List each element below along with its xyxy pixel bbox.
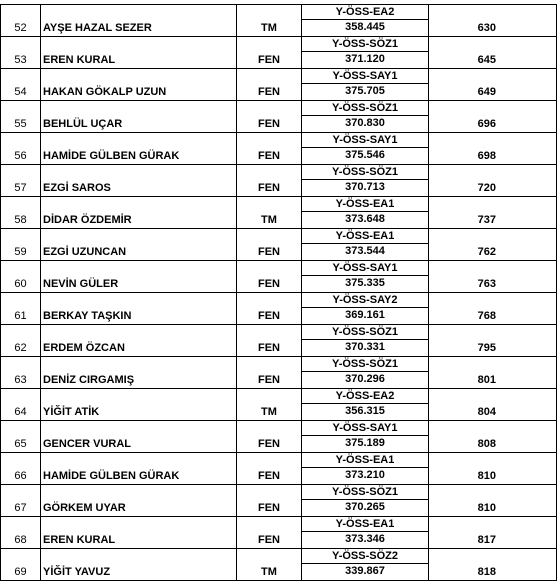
table-row: [1, 485, 557, 517]
row-number: 57: [1, 165, 41, 197]
table-row: [1, 165, 557, 197]
department: FEN: [237, 133, 302, 165]
score-value: 370.296: [345, 373, 385, 385]
row-number: 54: [1, 69, 41, 101]
table-row: [1, 101, 557, 133]
department: TM: [237, 5, 302, 37]
score-type: Y-ÖSS-SÖZ1: [302, 357, 428, 372]
score-type: Y-ÖSS-SÖZ2: [302, 549, 428, 564]
row-number: 56: [1, 133, 41, 165]
score-type: Y-ÖSS-EA2: [302, 389, 428, 404]
score-type: Y-ÖSS-EA1: [302, 229, 428, 244]
score-value: 369.161: [345, 309, 385, 321]
score-cell: [302, 37, 429, 69]
department: TM: [237, 389, 302, 421]
student-name: EZGİ SAROS: [41, 165, 237, 197]
table-row: [1, 197, 557, 229]
rank: 810: [429, 485, 557, 517]
rank: 808: [429, 421, 557, 453]
score-type: Y-ÖSS-SAY1: [302, 69, 428, 84]
department: FEN: [237, 69, 302, 101]
score-type: Y-ÖSS-SAY1: [302, 421, 428, 436]
score-value: 373.346: [345, 533, 385, 545]
row-number: 65: [1, 421, 41, 453]
student-name: GÖRKEM UYAR: [41, 485, 237, 517]
score-cell: [302, 293, 429, 325]
department: FEN: [237, 293, 302, 325]
score-type: Y-ÖSS-SAY1: [302, 261, 428, 276]
results-body: [1, 5, 557, 581]
department: TM: [237, 549, 302, 581]
student-name: BEHLÜL UÇAR: [41, 101, 237, 133]
rank: 645: [429, 37, 557, 69]
student-name: HAMİDE GÜLBEN GÜRAK: [41, 133, 237, 165]
results-table: [0, 4, 557, 581]
score-type: Y-ÖSS-EA1: [302, 453, 428, 468]
table-row: [1, 517, 557, 549]
student-name: EZGİ UZUNCAN: [41, 229, 237, 261]
row-number: 66: [1, 453, 41, 485]
rank: 804: [429, 389, 557, 421]
student-name: DİDAR ÖZDEMİR: [41, 197, 237, 229]
score-type: Y-ÖSS-SÖZ1: [302, 101, 428, 116]
row-number: 62: [1, 325, 41, 357]
student-name: EREN KURAL: [41, 37, 237, 69]
student-name: HAMİDE GÜLBEN GÜRAK: [41, 453, 237, 485]
table-row: [1, 453, 557, 485]
rank: 630: [429, 5, 557, 37]
student-name: BERKAY TAŞKIN: [41, 293, 237, 325]
score-cell: [302, 5, 429, 37]
row-number: 64: [1, 389, 41, 421]
score-cell: [302, 549, 429, 581]
rank: 720: [429, 165, 557, 197]
department: FEN: [237, 421, 302, 453]
rank: 762: [429, 229, 557, 261]
department: FEN: [237, 325, 302, 357]
table-row: [1, 69, 557, 101]
score-value: 356.315: [345, 405, 385, 417]
row-number: 63: [1, 357, 41, 389]
rank: 795: [429, 325, 557, 357]
row-number: 69: [1, 549, 41, 581]
student-name: YİĞİT ATİK: [41, 389, 237, 421]
score-value: 375.546: [345, 149, 385, 161]
score-value: 375.189: [345, 437, 385, 449]
department: FEN: [237, 229, 302, 261]
score-type: Y-ÖSS-SÖZ1: [302, 165, 428, 180]
rank: 649: [429, 69, 557, 101]
score-cell: [302, 421, 429, 453]
score-value: 370.713: [345, 181, 385, 193]
student-name: YİĞİT YAVUZ: [41, 549, 237, 581]
score-value: 373.544: [345, 245, 385, 257]
score-value: 375.335: [345, 277, 385, 289]
score-value: 358.445: [345, 21, 385, 33]
score-value: 373.210: [345, 469, 385, 481]
score-value: 370.265: [345, 501, 385, 513]
score-cell: [302, 197, 429, 229]
student-name: AYŞE HAZAL SEZER: [41, 5, 237, 37]
student-name: HAKAN GÖKALP UZUN: [41, 69, 237, 101]
score-type: Y-ÖSS-SÖZ1: [302, 325, 428, 340]
rank: 698: [429, 133, 557, 165]
score-type: Y-ÖSS-EA1: [302, 517, 428, 532]
department: FEN: [237, 517, 302, 549]
row-number: 61: [1, 293, 41, 325]
rank: 818: [429, 549, 557, 581]
student-name: DENİZ CIRGAMIŞ: [41, 357, 237, 389]
row-number: 59: [1, 229, 41, 261]
table-row: [1, 421, 557, 453]
score-cell: [302, 133, 429, 165]
score-cell: [302, 165, 429, 197]
score-value: 339.867: [345, 565, 385, 577]
student-name: ERDEM ÖZCAN: [41, 325, 237, 357]
rank: 763: [429, 261, 557, 293]
student-name: EREN KURAL: [41, 517, 237, 549]
score-value: 370.830: [345, 117, 385, 129]
score-type: Y-ÖSS-EA1: [302, 197, 428, 212]
department: FEN: [237, 453, 302, 485]
table-row: [1, 357, 557, 389]
score-value: 375.705: [345, 85, 385, 97]
row-number: 53: [1, 37, 41, 69]
department: FEN: [237, 101, 302, 133]
table-row: [1, 133, 557, 165]
table-row: [1, 325, 557, 357]
student-name: NEVİN GÜLER: [41, 261, 237, 293]
rank: 768: [429, 293, 557, 325]
row-number: 60: [1, 261, 41, 293]
student-name: GENCER VURAL: [41, 421, 237, 453]
score-type: Y-ÖSS-SAY1: [302, 133, 428, 148]
score-value: 373.648: [345, 213, 385, 225]
score-cell: [302, 261, 429, 293]
department: TM: [237, 197, 302, 229]
department: FEN: [237, 485, 302, 517]
score-cell: [302, 485, 429, 517]
table-row: [1, 229, 557, 261]
table-row: [1, 389, 557, 421]
department: FEN: [237, 357, 302, 389]
row-number: 58: [1, 197, 41, 229]
rank: 817: [429, 517, 557, 549]
score-cell: [302, 517, 429, 549]
table-row: [1, 549, 557, 581]
table-row: [1, 5, 557, 37]
rank: 810: [429, 453, 557, 485]
score-type: Y-ÖSS-SAY2: [302, 293, 428, 308]
row-number: 55: [1, 101, 41, 133]
score-cell: [302, 453, 429, 485]
score-cell: [302, 229, 429, 261]
row-number: 52: [1, 5, 41, 37]
score-cell: [302, 101, 429, 133]
rank: 696: [429, 101, 557, 133]
rank: 801: [429, 357, 557, 389]
score-value: 371.120: [345, 53, 385, 65]
row-number: 67: [1, 485, 41, 517]
score-value: 370.331: [345, 341, 385, 353]
table-row: [1, 261, 557, 293]
score-type: Y-ÖSS-EA2: [302, 5, 428, 20]
score-cell: [302, 389, 429, 421]
department: FEN: [237, 261, 302, 293]
score-cell: [302, 325, 429, 357]
score-cell: [302, 357, 429, 389]
department: FEN: [237, 165, 302, 197]
table-row: [1, 37, 557, 69]
department: FEN: [237, 37, 302, 69]
rank: 737: [429, 197, 557, 229]
score-cell: [302, 69, 429, 101]
score-type: Y-ÖSS-SÖZ1: [302, 37, 428, 52]
row-number: 68: [1, 517, 41, 549]
table-row: [1, 293, 557, 325]
score-type: Y-ÖSS-SÖZ1: [302, 485, 428, 500]
